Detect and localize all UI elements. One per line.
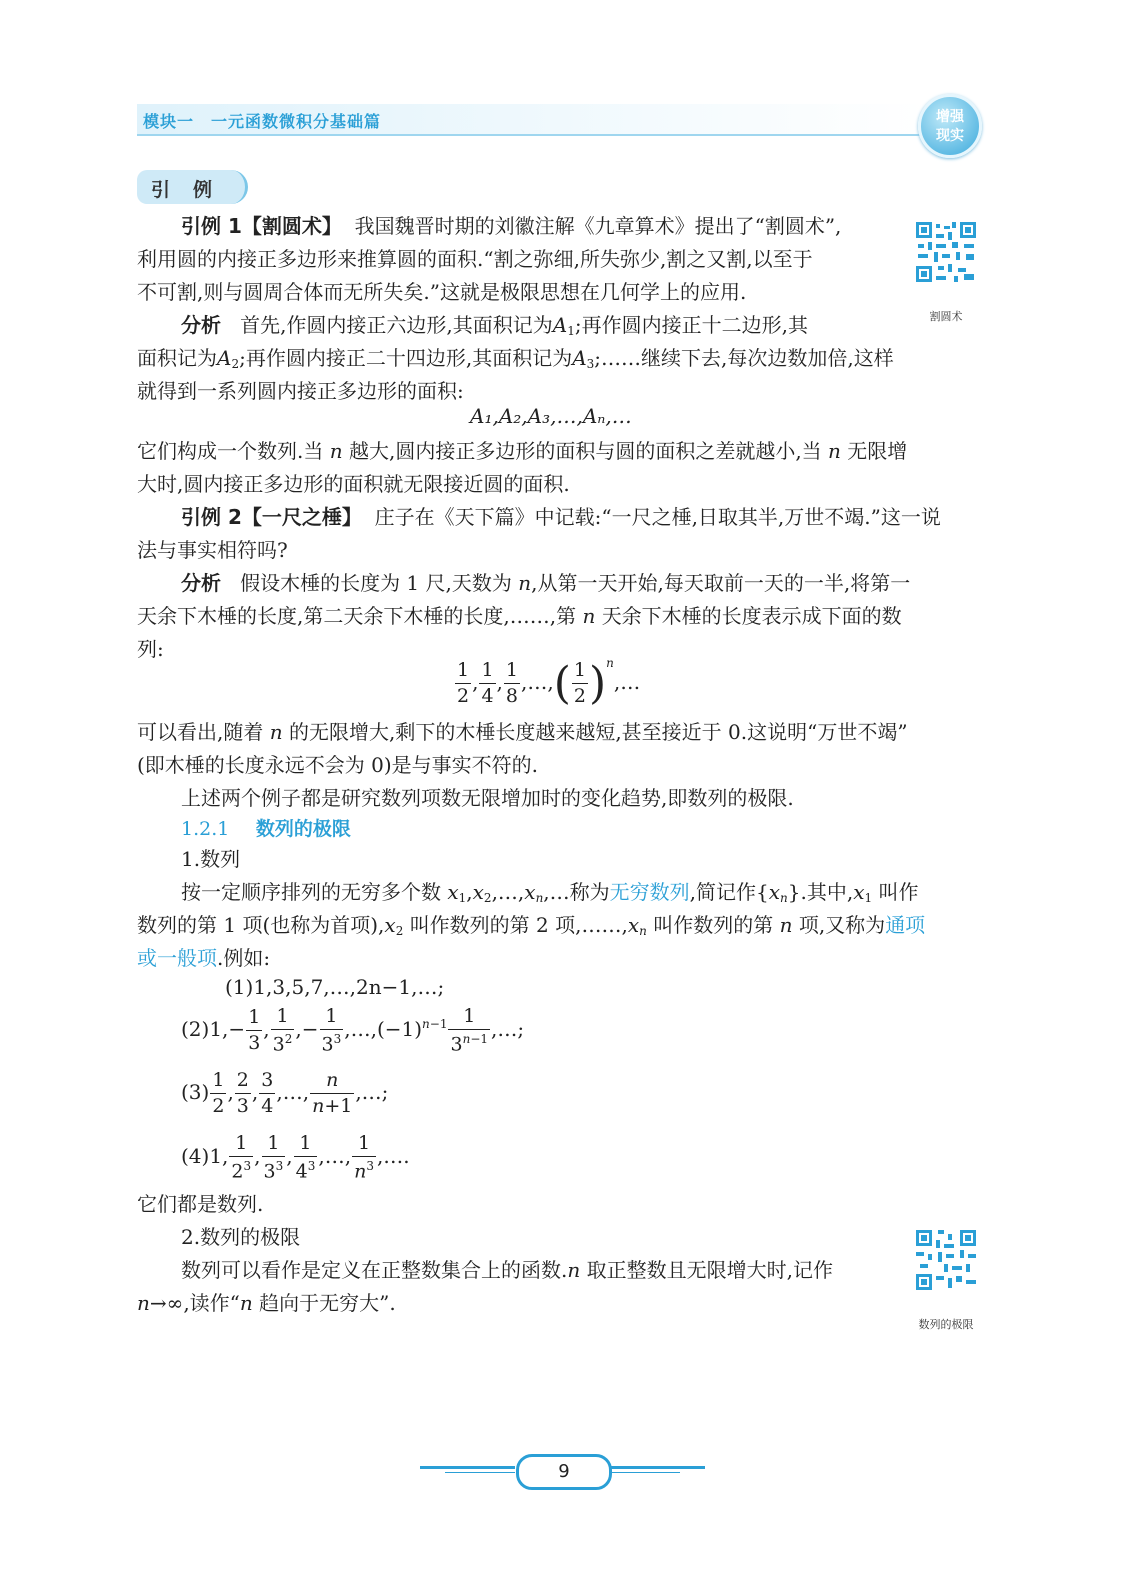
analysis1-text: 面积记为 (137, 346, 217, 370)
example-sequence-1 (181, 975, 444, 999)
part1-line3 (137, 942, 989, 975)
analysis2-text: 的无限增大,剩下的木棰长度越来越短,甚至接近于 0.这说明“万世不竭” (288, 720, 908, 744)
part2-line1: 数列可以看作是定义在正整数集合上的函数.n 取正整数且无限增大时,记作 (181, 1258, 833, 1282)
analysis2-text: 天余下木棰的长度,第二天余下木棰的长度,……,第 (137, 604, 577, 628)
example-sequence-2: (2)1,− $\frac{1}{3}$ , $\frac{1}{3^2}$ ,− $\frac{1}{3^3}$ $,\dots,(-1)^{n-1}$ $\frac{1}{3^{n-1}}$ ,…; (181, 1005, 525, 1056)
analysis2-line1: 分析 假设木棰的长度为 1 尺,天数为 n,从第一天开始,每天取前一天的一半,将第一 (181, 571, 911, 595)
example-sequence-3-prefix: (3) (181, 1080, 210, 1104)
area-sequence-text: A₁,A₂,A₃,…,Aₙ,… (470, 404, 632, 428)
analysis2-line6: 上述两个例子都是研究数列项数无限增加时的变化趋势,即数列的极限. (181, 786, 794, 810)
analysis1-text: 越大,圆内接正多边形的面积与圆的面积之差就越小,当 (348, 439, 822, 463)
example1-line2: 利用圆的内接正多边形来推算圆的面积.“割之弥细,所失弥少,割之又割,以至于 (137, 247, 813, 271)
example2-text: 庄子在《天下篇》中记载:“一尺之棰,日取其半,万世不竭.”这一说 (374, 505, 941, 529)
ar-badge-line1: 增强 (936, 109, 964, 125)
part2-text: 取正整数且无限增大时,记作 (586, 1258, 833, 1282)
example1-line1 (137, 210, 989, 243)
analysis1-text: 它们构成一个数列.当 (137, 439, 324, 463)
footer-line-right-2 (610, 1472, 680, 1473)
analysis1-line5: 大时,圆内接正多边形的面积就无限接近圆的面积. (137, 472, 570, 496)
part1-line1: 按一定顺序排列的无穷多个数 $x_1,x_2,\dots,x_n,\dots$称为无穷数列,简记作$\{x_n\}$.其中$,x_1$ 叫作 (181, 880, 919, 905)
analysis2-line2: 天余下木棰的长度,第二天余下木棰的长度,……,第 n 天余下木棰的长度表示成下面的数 (137, 604, 902, 628)
example2-line2: 法与事实相符吗? (137, 538, 288, 562)
example1-text1: 我国魏晋时期的刘徽注解《九章算术》提出了“割圆术”, (354, 214, 842, 238)
analysis2-line4: 可以看出,随着 n 的无限增大,剩下的木棰长度越来越短,甚至接近于 0.这说明“万世不竭” (137, 720, 908, 744)
analysis1-text: ;……继续下去,每次边数加倍,这样 (594, 346, 894, 370)
qr-caption: 数列的极限 (918, 1318, 974, 1331)
section-tag (137, 170, 248, 204)
analysis2-text: ,从第一天开始,每天取前一天的一半,将第一 (531, 571, 911, 595)
analysis1-text: 首先,作圆内接正六边形,其面积记为 (240, 313, 553, 337)
subsection-heading (137, 813, 989, 846)
analysis1-line3: 就得到一系列圆内接正多边形的面积: (137, 379, 464, 403)
analysis1-text: 无限增 (847, 439, 908, 463)
analysis2-text: 可以看出,随着 (137, 720, 264, 744)
analysis1-line4: 它们构成一个数列.当 n 越大,圆内接正多边形的面积与圆的面积之差就越小,当 n 无限增 (137, 439, 908, 463)
footer-line-left (420, 1466, 515, 1469)
analysis-label: 分析 (181, 571, 221, 595)
part1-text: 数列的第 1 项(也称为首项), (137, 913, 385, 937)
example-sequence-4-prefix: (4)1, (181, 1144, 229, 1169)
part2-heading: 2.数列的极限 (181, 1225, 301, 1249)
example-sequence-3: (3) $\frac{1}{2}$ , $\frac{2}{3}$ , $\frac{3}{4}$ ,…, $\frac{n}{n+1}$ ,…; (181, 1069, 389, 1117)
part2-text-block (137, 1254, 907, 1320)
part1-text: 按一定顺序排列的无穷多个数 (181, 880, 441, 904)
part2-text: 数列可以看作是定义在正整数集合上的函数. (181, 1258, 568, 1282)
part1-text: 项,又称为 (798, 913, 886, 937)
analysis1-line2: 面积记为$A_2$;再作圆内接正二十四边形,其面积记为$A_3;\dots\dots$继续下去,每次边数加倍,这样 (137, 346, 894, 371)
part1-text: .其中, (800, 880, 854, 904)
half-sequence-formula: $\frac{1}{2}$ , $\frac{1}{4}$ , $\frac{1}{8}$ ,…,( $\frac{1}{2}$ )$^n$,… (457, 656, 641, 709)
part1-line2: 数列的第 1 项(也称为首项)$,x_2$ 叫作数列的第 2 项$,\dots\dots,x_n$ 叫作数列的第 n 项,又称为通项 (137, 913, 926, 938)
section-tag-label: 引 例 (151, 179, 215, 201)
analysis-label: 分析 (181, 313, 221, 337)
analysis2-text: 天余下木棰的长度表示成下面的数 (601, 604, 902, 628)
part2-line2: n→∞,读作“n 趋向于无穷大”. (137, 1291, 396, 1315)
analysis1-text: ;再作圆内接正十二边形,其 (574, 313, 808, 337)
n-to-infinity: n→∞ (137, 1291, 184, 1315)
term-infinite-sequence: 无穷数列 (609, 880, 690, 904)
ar-badge-line2: 现实 (936, 128, 964, 144)
example-sequence-1-text: (1)1,3,5,7,…,2n−1,…; (225, 975, 445, 999)
part2-text: ,读作“ (183, 1291, 240, 1315)
qr-caption: 割圆术 (929, 310, 963, 323)
term-general-term-alt: 或一般项 (137, 946, 217, 970)
page-number-badge (516, 1454, 612, 1490)
part1-text: ,简记作 (689, 880, 757, 904)
term-general-term: 通项 (885, 913, 926, 937)
analysis1-text: ;再作圆内接正二十四边形,其面积记为 (239, 346, 573, 370)
part1-heading: 1.数列 (181, 847, 241, 871)
module-title: 模块一 一元函数微积分基础篇 (143, 112, 382, 131)
example-sequence-2-prefix: (2)1, (181, 1017, 229, 1042)
analysis2-line3: 列: (137, 637, 164, 661)
page-number: 9 (558, 1461, 570, 1482)
example-sequence-4: (4)1, $\frac{1}{2^3}$ , $\frac{1}{3^3}$ , $\frac{1}{4^3}$ ,…, $\frac{1}{n^3}$ ,…. (181, 1132, 410, 1183)
part2-text: 趋向于无穷大”. (259, 1291, 396, 1315)
analysis2-line5: (即木棰的长度永远不会为 0)是与事实不符的. (137, 753, 539, 777)
part1-text: .例如: (217, 946, 271, 970)
part1-text: 称为 (569, 880, 610, 904)
subsection-number: 1.2.1 (181, 818, 230, 840)
analysis1-line1: 分析 首先,作圆内接正六边形,其面积记为$A_1$;再作圆内接正十二边形,其 (181, 313, 808, 338)
subsection-title: 数列的极限 (255, 818, 351, 840)
example2-title: 引例 2【一尺之棰】 (181, 505, 362, 529)
analysis2-text: 假设木棰的长度为 1 尺,天数为 (240, 571, 512, 595)
area-sequence (470, 404, 632, 428)
example1-line3: 不可割,则与圆周合体而无所失矣.”这就是极限思想在几何学上的应用. (137, 280, 747, 304)
part1-text: 叫作数列的第 (653, 913, 774, 937)
part1-text: 叫作 (878, 880, 919, 904)
part1-conclusion: 它们都是数列. (137, 1192, 264, 1216)
example2-line1 (137, 501, 989, 534)
footer-line-left-2 (445, 1472, 515, 1473)
ar-badge[interactable] (918, 94, 982, 158)
part1-text: 叫作数列的第 2 项,……, (409, 913, 628, 937)
footer-line-right (610, 1466, 705, 1469)
qr-code-icon[interactable] (914, 1228, 978, 1292)
example1-title: 引例 1【割圆术】 (181, 214, 342, 238)
